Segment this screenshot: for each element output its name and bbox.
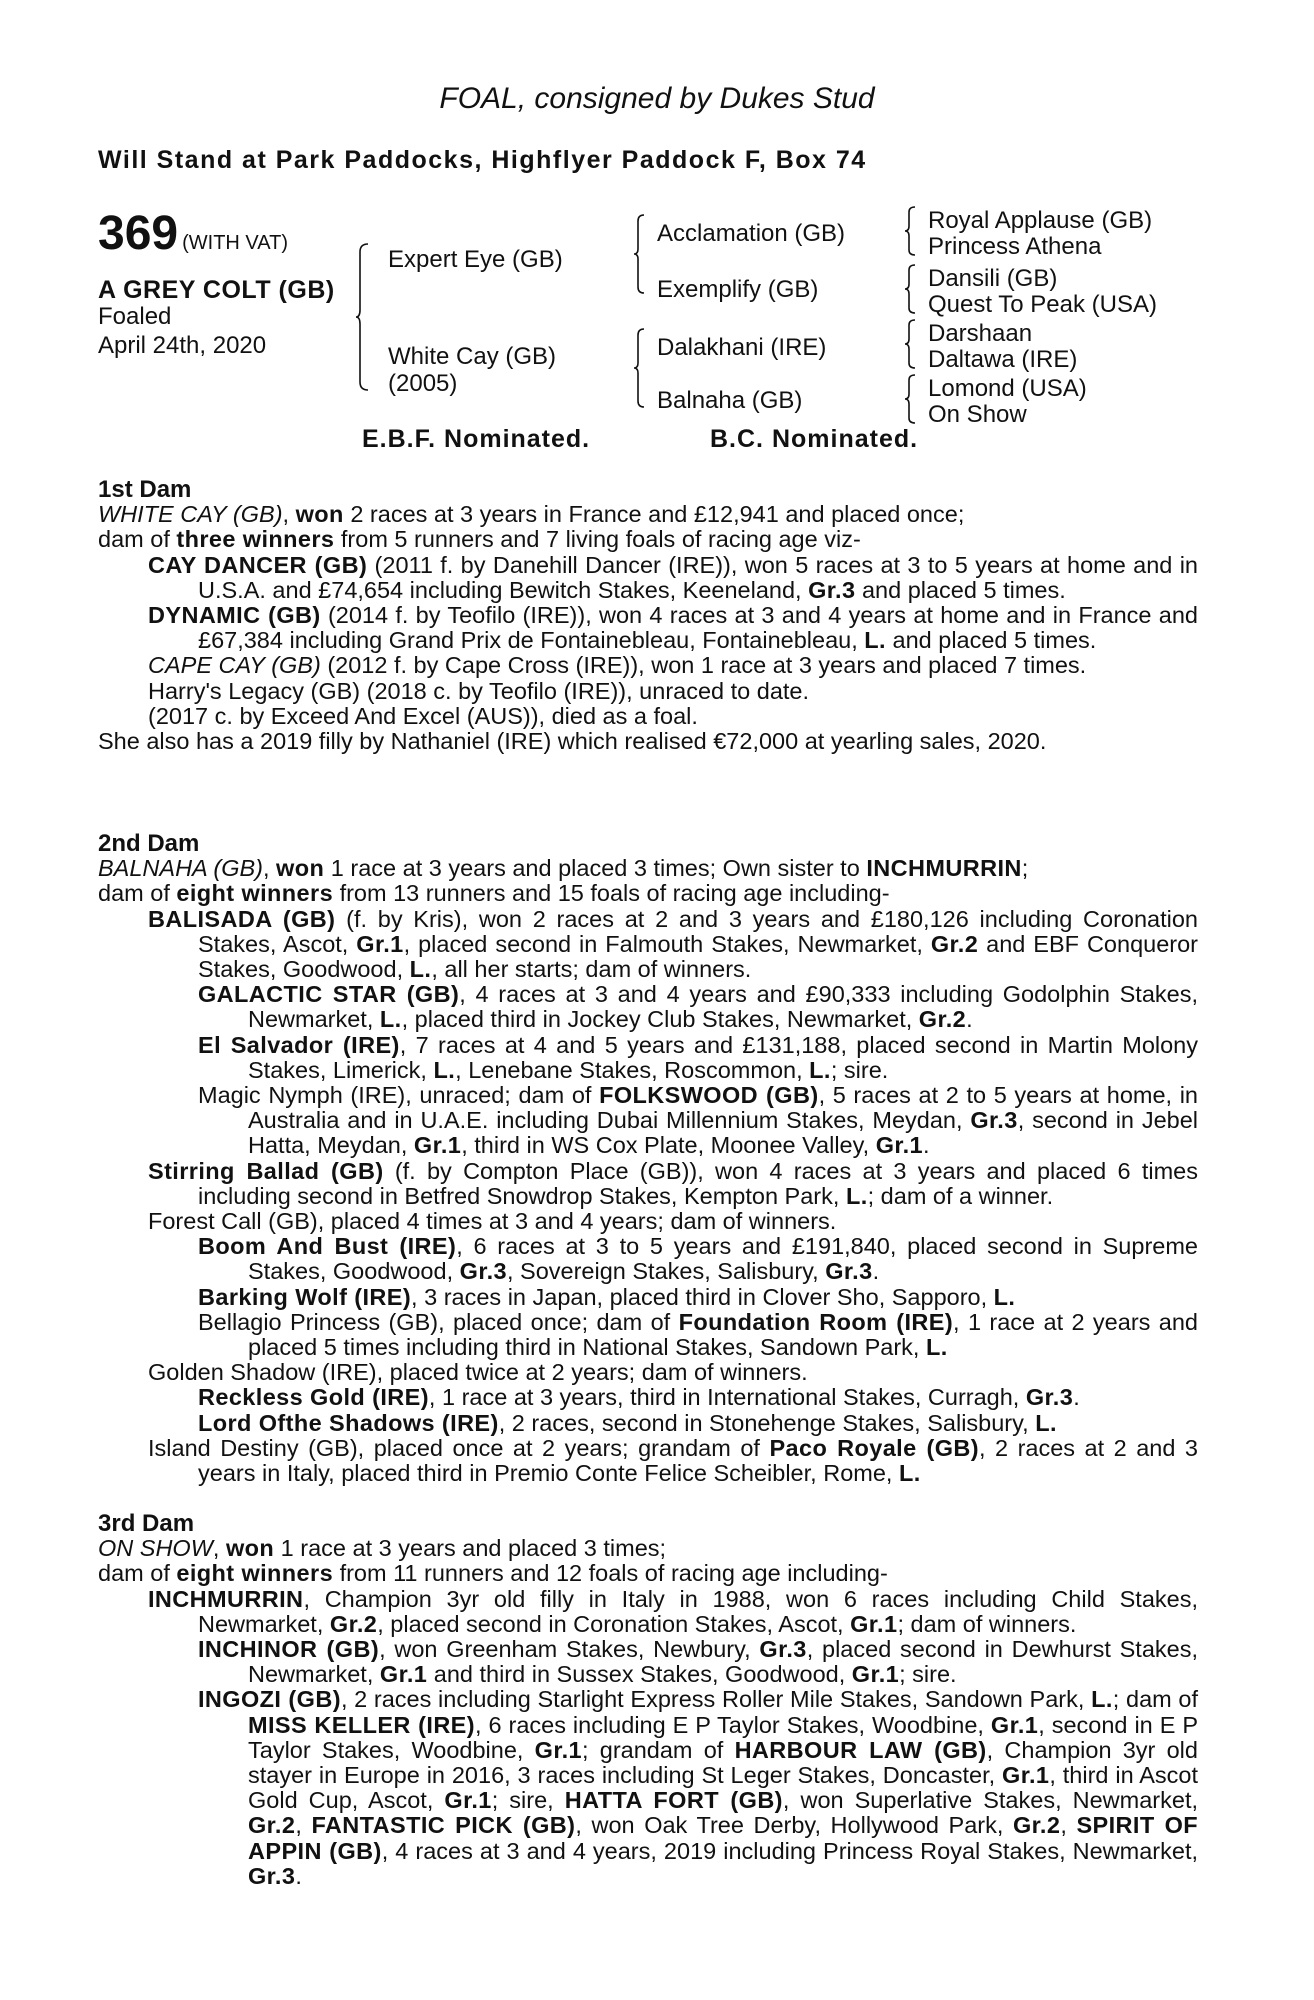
won-label: won xyxy=(276,855,325,882)
text: , Champion 3yr old stayer in Europe in 2016, 3 races including St Leger Stakes, Doncaster, xyxy=(248,1736,1198,1789)
pedigree-brace-sire xyxy=(634,213,646,295)
text: (2014 f. by Teofilo (IRE)), won 4 races at 3 and 4 years at home and in France and £67,384 including Grand Prix de Fontainebleau, Fontainebleau, xyxy=(198,602,1198,654)
text: ; xyxy=(1021,855,1029,882)
produce-entry: Forest Call (GB), placed 4 times at 3 and 4 years; dam of winners. xyxy=(148,1208,837,1235)
produce-entry: (2017 c. by Exceed And Excel (AUS)), died as a foal. xyxy=(148,702,698,729)
pedigree-brace-g3 xyxy=(905,318,917,370)
pedigree-dam-sire: Dalakhani (IRE) xyxy=(657,334,827,361)
text: and EBF Conqueror Stakes, Goodwood, xyxy=(198,930,1199,983)
won-label: won xyxy=(225,1535,275,1562)
text: ; dam of xyxy=(1112,1686,1198,1713)
text: , Champion 3yr old filly in Italy in 1988, won 6 races including Child Stakes, Newmarket, xyxy=(198,1585,1198,1637)
produce-entry xyxy=(98,982,1198,1032)
text: dam of xyxy=(98,880,177,907)
produce-entry xyxy=(98,1310,1198,1360)
grade: Gr.1 xyxy=(413,1132,462,1159)
grade: L. xyxy=(809,1056,831,1083)
grade: L. xyxy=(898,1460,921,1487)
horse-name: Reckless Gold (IRE) xyxy=(198,1384,429,1411)
grade: Gr.2 xyxy=(329,1610,378,1637)
grade: L. xyxy=(845,1182,868,1209)
text: from 11 runners and 12 foals of racing age including- xyxy=(333,1560,888,1587)
section-heading: 3rd Dam xyxy=(98,1510,195,1537)
produce-entry xyxy=(98,1385,1198,1410)
won-label: won xyxy=(295,501,344,528)
ebf-nominated: E.B.F. Nominated. xyxy=(362,425,591,453)
grade: Gr.2 xyxy=(930,930,979,957)
text: 1 race at 3 years and placed 3 times; xyxy=(274,1535,667,1562)
dam-name: WHITE CAY (GB) xyxy=(98,501,283,528)
text: ; sire. xyxy=(830,1056,889,1083)
text: and placed 5 times. xyxy=(885,627,1097,654)
horse-name: FOLKSWOOD (GB) xyxy=(599,1082,819,1109)
produce-entry xyxy=(98,1083,1198,1159)
produce-entry xyxy=(98,1436,1198,1486)
grade: Gr.3 xyxy=(759,1636,807,1663)
grade: L. xyxy=(1091,1686,1113,1713)
pedigree-g3: Dansili (GB) xyxy=(928,265,1058,292)
text: , placed second in Dewhurst Stakes, Newmarket, xyxy=(248,1636,1198,1688)
produce-entry xyxy=(98,1411,1198,1436)
horse-name: HATTA FORT (GB) xyxy=(564,1787,783,1814)
section-heading: 2nd Dam xyxy=(98,830,200,857)
pedigree-g7: Lomond (USA) xyxy=(928,375,1087,402)
text: ; dam of a winner. xyxy=(867,1182,1054,1209)
produce-entry xyxy=(98,1234,1198,1284)
pedigree-g8: On Show xyxy=(928,401,1027,428)
text: , Sovereign Stakes, Salisbury, xyxy=(506,1258,826,1285)
grade: Gr.2 xyxy=(918,1006,967,1033)
text: , third in WS Cox Plate, Moonee Valley, xyxy=(461,1132,876,1159)
text: Magic Nymph (IRE), unraced; dam of xyxy=(198,1082,600,1109)
pedigree-g2: Princess Athena xyxy=(928,233,1102,260)
lot-number-block xyxy=(98,206,288,261)
text: , won Greenham Stakes, Newbury, xyxy=(379,1636,760,1663)
produce-entry xyxy=(98,1285,1198,1310)
text: , 3 races in Japan, placed third in Clover Sho, Sapporo, xyxy=(411,1283,994,1310)
text: , 6 races at 3 to 5 years and £191,840, placed second in Supreme Stakes, Goodwood, xyxy=(248,1233,1198,1285)
produce-entry xyxy=(98,1587,1198,1637)
produce-entry: Harry's Legacy (GB) (2018 c. by Teofilo (IRE)), unraced to date. xyxy=(148,677,810,704)
pedigree-g1: Royal Applause (GB) xyxy=(928,207,1153,234)
text: and third in Sussex Stakes, Goodwood, xyxy=(427,1661,852,1688)
dam-name: BALNAHA (GB) xyxy=(98,855,263,882)
grade: L. xyxy=(409,956,432,983)
text: , third in Ascot Gold Cup, Ascot, xyxy=(248,1762,1198,1814)
text: (2011 f. by Danehill Dancer (IRE)), won 5 races at 3 to 5 years at home and in U.S.A. and £74,654 including Bewitch Stakes, Keeneland, xyxy=(198,551,1199,603)
grade: Gr.1 xyxy=(444,1787,492,1814)
text: , placed second in Falmouth Stakes, Newmarket, xyxy=(403,930,931,957)
text: ; grandam of xyxy=(582,1736,735,1763)
horse-name: SPIRIT OF APPIN (GB) xyxy=(248,1812,1199,1864)
produce-entry xyxy=(98,1159,1198,1209)
text: , second in E P Taylor Stakes, Woodbine, xyxy=(248,1711,1198,1763)
produce-entry xyxy=(98,553,1198,603)
stand-location: Will Stand at Park Paddocks, Highflyer Paddock F, Box 74 xyxy=(98,146,867,174)
horse-name: INGOZI (GB) xyxy=(198,1686,341,1713)
grade: L. xyxy=(433,1056,456,1083)
horse-name: CAY DANCER (GB) xyxy=(148,551,368,578)
text: , Lenebane Stakes, Roscommon, xyxy=(455,1056,810,1083)
horse-name: INCHINOR (GB) xyxy=(198,1636,380,1663)
text: (f. by Compton Place (GB)), won 4 races at 3 years and placed 6 times including second in Betfred Snowdrop Stakes, Kempton Park, xyxy=(198,1157,1198,1209)
foaled-info xyxy=(98,302,266,360)
produce-entry xyxy=(98,1687,1198,1889)
horse-name: DYNAMIC (GB) xyxy=(148,602,321,629)
foaled-date: April 24th, 2020 xyxy=(98,332,267,359)
pedigree-g4: Quest To Peak (USA) xyxy=(928,291,1157,318)
horse-name: INCHMURRIN xyxy=(148,1585,304,1612)
text: . xyxy=(295,1862,302,1889)
grade: L. xyxy=(1035,1409,1057,1436)
text: ; sire. xyxy=(899,1661,957,1688)
text: (2012 f. by Cape Cross (IRE)), won 1 race at 3 years and placed 7 times. xyxy=(320,652,1087,679)
grade: Gr.3 xyxy=(808,576,856,603)
text: ; sire, xyxy=(491,1787,565,1814)
pedigree-sire-dam: Exemplify (GB) xyxy=(657,276,819,303)
text: , xyxy=(212,1535,226,1562)
horse-name: GALACTIC STAR (GB) xyxy=(198,981,460,1008)
produce-entry xyxy=(98,1033,1198,1083)
text: and placed 5 times. xyxy=(855,576,1066,603)
winners-count: three winners xyxy=(176,526,335,553)
pedigree-g5: Darshaan xyxy=(928,320,1033,347)
horse-name: Lord Ofthe Shadows (IRE) xyxy=(198,1409,499,1436)
dam-produce-summary xyxy=(98,1561,1198,1586)
grade: Gr.3 xyxy=(1025,1384,1074,1411)
horse-name: Barking Wolf (IRE) xyxy=(198,1283,412,1310)
text: . xyxy=(1073,1384,1080,1411)
horse-name: BALISADA (GB) xyxy=(148,905,336,932)
pedigree-sire-sire: Acclamation (GB) xyxy=(657,220,846,247)
grade: Gr.1 xyxy=(850,1610,898,1637)
winners-count: eight winners xyxy=(176,1560,334,1587)
dam-produce-summary xyxy=(98,527,1198,552)
produce-entry: Golden Shadow (IRE), placed twice at 2 years; dam of winners. xyxy=(148,1359,808,1386)
text: , xyxy=(282,501,296,528)
grade: Gr.1 xyxy=(379,1661,428,1688)
text: Bellagio Princess (GB), placed once; dam of xyxy=(198,1308,679,1335)
pedigree-brace-g4 xyxy=(905,373,917,425)
produce-entry xyxy=(98,653,1198,678)
grade: Gr.3 xyxy=(248,1862,296,1889)
grade: L. xyxy=(925,1334,948,1361)
text: , 2 races at 2 and 3 years in Italy, placed third in Premio Conte Felice Scheibler, Rome, xyxy=(198,1434,1199,1487)
grade: Gr.2 xyxy=(248,1812,296,1839)
grade: L. xyxy=(993,1283,1016,1310)
text: . xyxy=(872,1258,880,1285)
pedigree-dam-year: (2005) xyxy=(388,370,458,397)
text: , 1 race at 3 years, third in International Stakes, Curragh, xyxy=(428,1384,1026,1411)
dam-summary xyxy=(98,502,1198,527)
section-heading: 1st Dam xyxy=(98,476,192,503)
pedigree-brace-main xyxy=(356,242,370,392)
horse-description: A GREY COLT (GB) xyxy=(98,276,335,304)
bc-nominated: B.C. Nominated. xyxy=(710,425,919,453)
grade: Gr.3 xyxy=(970,1107,1018,1134)
horse-name: Boom And Bust (IRE) xyxy=(198,1233,457,1260)
dam-produce-summary xyxy=(98,881,1198,906)
additional-produce-note: She also has a 2019 filly by Nathaniel (IRE) which realised €72,000 at yearling sales, 2020. xyxy=(98,728,1047,755)
horse-name: MISS KELLER (IRE) xyxy=(248,1711,475,1738)
pedigree-dam-name: White Cay (GB) xyxy=(388,343,557,370)
pedigree-brace-g1 xyxy=(905,205,917,257)
pedigree-dam-dam: Balnaha (GB) xyxy=(657,387,803,414)
text: from 5 runners and 7 living foals of racing age viz- xyxy=(334,526,861,553)
text: , 6 races including E P Taylor Stakes, Woodbine, xyxy=(475,1711,991,1738)
vat-note: (WITH VAT) xyxy=(182,232,288,254)
grade: Gr.1 xyxy=(875,1132,924,1159)
text: , placed second in Coronation Stakes, Ascot, xyxy=(377,1610,851,1637)
text: from 13 runners and 15 foals of racing age including- xyxy=(333,880,890,907)
winners-count: eight winners xyxy=(176,880,334,907)
text: , placed third in Jockey Club Stakes, Newmarket, xyxy=(401,1006,919,1033)
text: dam of xyxy=(98,526,177,553)
grade: Gr.1 xyxy=(1002,1762,1050,1789)
text: , 2 races, second in Stonehenge Stakes, Salisbury, xyxy=(498,1409,1036,1436)
pedigree-sire: Expert Eye (GB) xyxy=(388,246,563,273)
text: 1 race at 3 years and placed 3 times; Own sister to xyxy=(324,855,867,882)
text: , 5 races at 2 to 5 years at home, in Australia and in U.A.E. including Dubai Millennium Stakes, Meydan, xyxy=(248,1082,1199,1134)
text: , 2 races including Starlight Express Roller Mile Stakes, Sandown Park, xyxy=(340,1686,1092,1713)
produce-entry xyxy=(98,1637,1198,1687)
pedigree-dam xyxy=(388,343,556,397)
text: , xyxy=(295,1812,312,1839)
horse-name: Stirring Ballad (GB) xyxy=(148,1157,384,1184)
grade: Gr.1 xyxy=(990,1711,1039,1738)
horse-name: CAPE CAY (GB) xyxy=(148,652,321,679)
horse-name: Paco Royale (GB) xyxy=(769,1434,979,1461)
horse-name: Foundation Room (IRE) xyxy=(678,1308,954,1335)
text: , won Oak Tree Derby, Hollywood Park, xyxy=(575,1812,1013,1839)
text: , 4 races at 3 and 4 years, 2019 including Princess Royal Stakes, Newmarket, xyxy=(381,1837,1199,1864)
text: , 4 races at 3 and 4 years and £90,333 including Godolphin Stakes, Newmarket, xyxy=(248,981,1198,1033)
grade: L. xyxy=(379,1006,402,1033)
pedigree-g6: Daltawa (IRE) xyxy=(928,346,1078,373)
horse-name: HARBOUR LAW (GB) xyxy=(734,1736,987,1763)
text: 2 races at 3 years in France and £12,941 and placed once; xyxy=(343,501,965,528)
text: . xyxy=(966,1006,973,1033)
grade: Gr.1 xyxy=(851,1661,900,1688)
grade: Gr.2 xyxy=(1013,1812,1061,1839)
text: ; dam of winners. xyxy=(897,1610,1077,1637)
text: dam of xyxy=(98,1560,177,1587)
horse-name: FANTASTIC PICK (GB) xyxy=(311,1812,576,1839)
consignor-title: FOAL, consigned by Dukes Stud xyxy=(439,82,875,115)
grade: Gr.1 xyxy=(534,1736,582,1763)
text: , 7 races at 4 and 5 years and £131,188, placed second in Martin Molony Stakes, Limerick, xyxy=(248,1031,1199,1083)
grade: Gr.1 xyxy=(356,930,404,957)
text: . xyxy=(923,1132,930,1159)
text: , 1 race at 2 years and placed 5 times including third in National Stakes, Sandown Park, xyxy=(248,1308,1198,1361)
text: , won Superlative Stakes, Newmarket, xyxy=(782,1787,1199,1814)
text: , all her starts; dam of winners. xyxy=(431,956,752,983)
text: , xyxy=(262,855,277,882)
third-dam-section xyxy=(98,1511,1198,1889)
text: , xyxy=(1060,1812,1077,1839)
grade: Gr.3 xyxy=(459,1258,507,1285)
horse-name: El Salvador (IRE) xyxy=(198,1031,400,1058)
pedigree-brace-dam xyxy=(634,327,646,409)
dam-name: ON SHOW xyxy=(98,1535,213,1562)
pedigree-brace-g2 xyxy=(905,263,917,315)
grade: Gr.3 xyxy=(825,1258,873,1285)
text: Island Destiny (GB), placed once at 2 years; grandam of xyxy=(148,1434,770,1461)
first-dam-section xyxy=(98,477,1198,754)
produce-entry xyxy=(98,603,1198,653)
horse-name: INCHMURRIN xyxy=(866,855,1022,882)
text: , second in Jebel Hatta, Meydan, xyxy=(248,1107,1198,1159)
text: (f. by Kris), won 2 races at 2 and 3 years and £180,126 including Coronation Stakes, Ascot, xyxy=(198,905,1198,957)
foaled-label: Foaled xyxy=(98,303,172,330)
produce-entry xyxy=(98,907,1198,983)
grade: L. xyxy=(864,627,886,654)
dam-summary xyxy=(98,856,1198,881)
second-dam-section xyxy=(98,831,1198,1486)
dam-summary xyxy=(98,1536,1198,1561)
lot-number: 369 xyxy=(98,207,179,260)
